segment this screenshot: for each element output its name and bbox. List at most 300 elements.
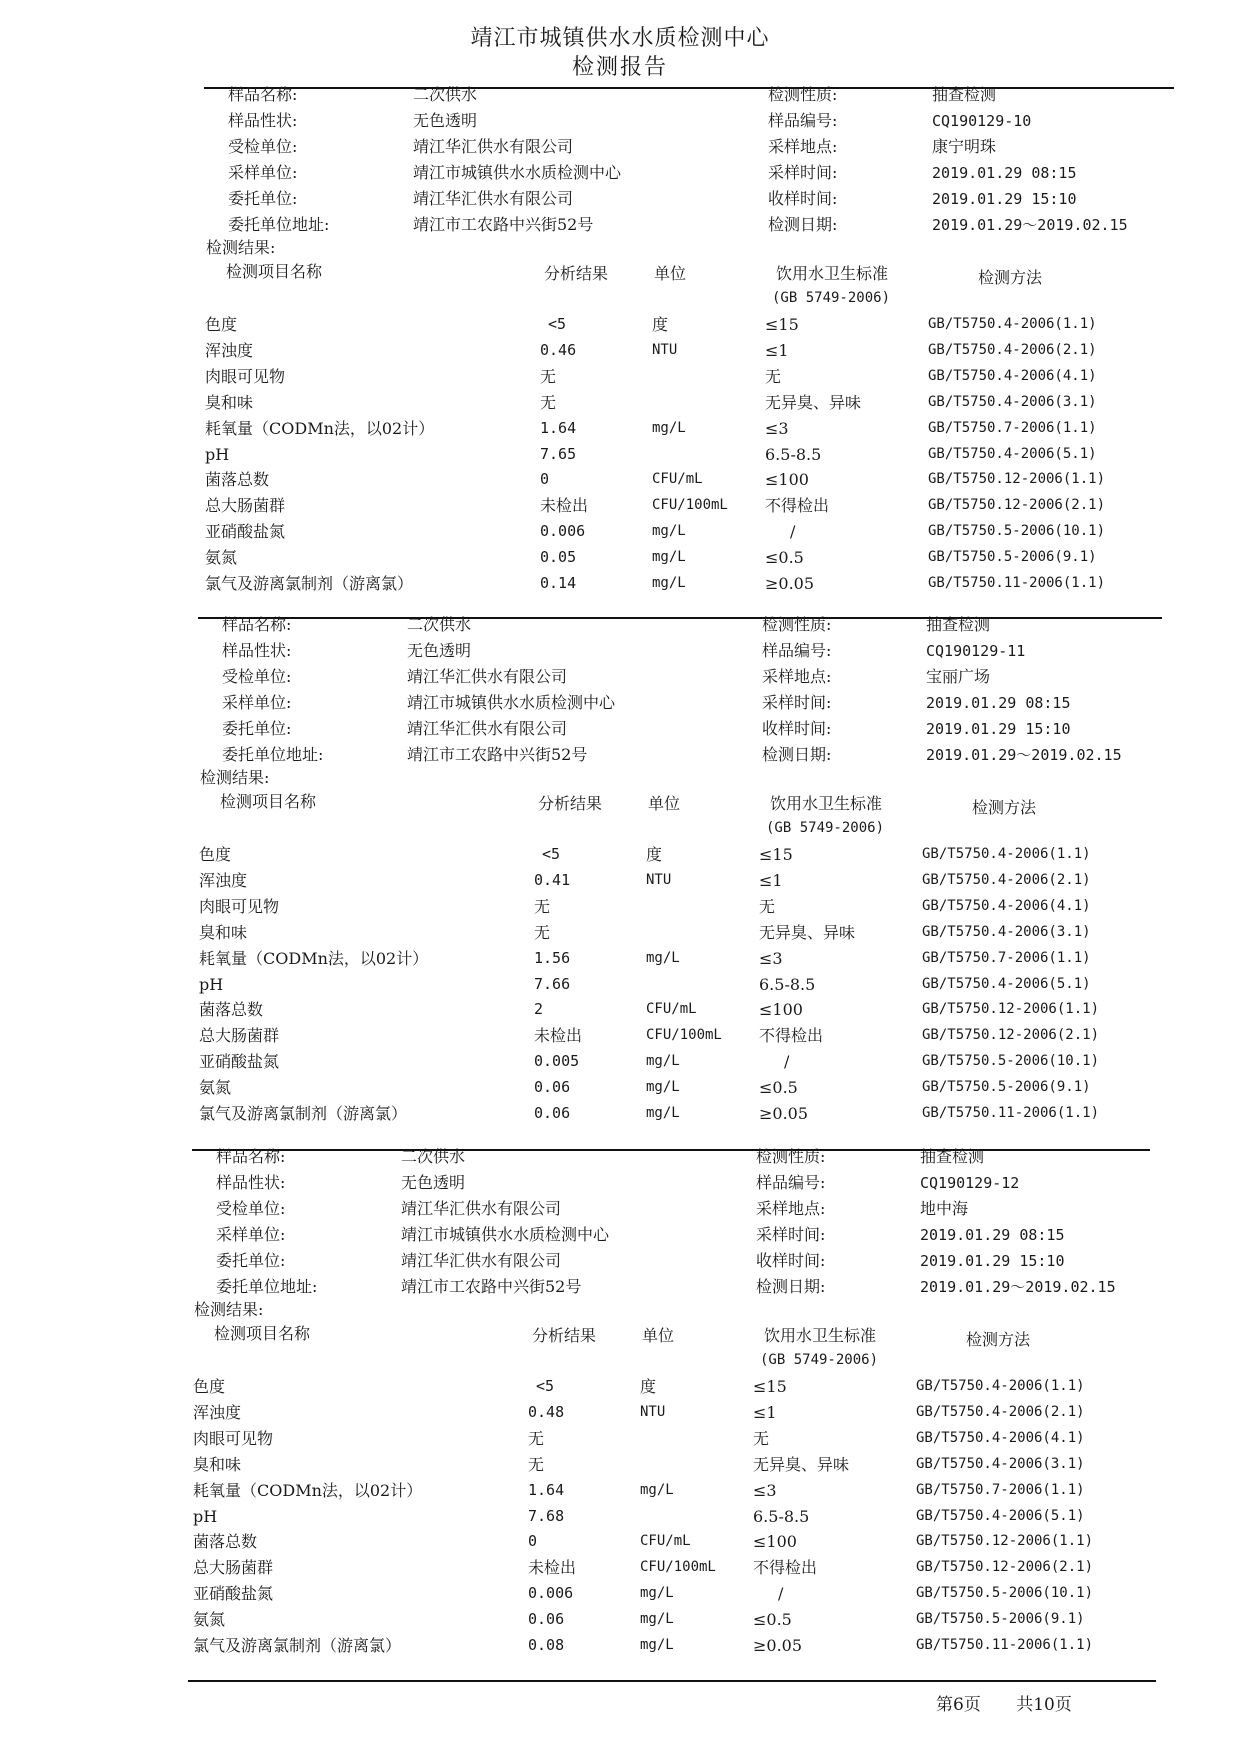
table-row bbox=[0, 494, 1240, 517]
table-row bbox=[0, 1102, 1234, 1125]
item-name: 亚硝酸盐氮 bbox=[199, 1052, 280, 1072]
sample-section bbox=[0, 84, 1240, 609]
result-value: 0.48 bbox=[528, 1402, 565, 1421]
field-label: 检测性质: bbox=[768, 85, 838, 104]
unit-value: CFU/100mL bbox=[652, 497, 728, 514]
field-value: 靖江华汇供水有限公司 bbox=[407, 719, 568, 738]
unit-value: mg/L bbox=[652, 419, 686, 436]
standard-value: 无 bbox=[753, 1428, 770, 1448]
column-header-standard: 饮用水卫生标准 bbox=[776, 264, 889, 283]
field-value: 靖江市城镇供水水质检测中心 bbox=[401, 1225, 610, 1244]
standard-value: 6.5-8.5 bbox=[765, 444, 822, 464]
table-row bbox=[0, 1401, 1228, 1424]
result-value: 2 bbox=[534, 1000, 544, 1019]
field-value: 2019.01.29 08:15 bbox=[920, 1226, 1065, 1244]
item-name: 总大肠菌群 bbox=[199, 1026, 280, 1046]
result-value: 0.08 bbox=[528, 1636, 565, 1654]
unit-value: mg/L bbox=[646, 949, 680, 966]
result-value: 无 bbox=[540, 366, 557, 386]
field-value: 2019.01.29 08:15 bbox=[932, 164, 1077, 182]
item-name: 浑浊度 bbox=[205, 340, 254, 360]
page-number: 第6页 bbox=[936, 1695, 981, 1715]
result-value: <5 bbox=[548, 315, 567, 333]
column-header-standard: 饮用水卫生标准 bbox=[770, 794, 883, 813]
result-value: 无 bbox=[540, 392, 557, 412]
field-value: 靖江市工农路中兴街52号 bbox=[407, 745, 588, 764]
report-subtitle: 检测报告 bbox=[571, 55, 668, 80]
field-label: 样品编号: bbox=[756, 1173, 826, 1192]
unit-value: mg/L bbox=[652, 575, 686, 591]
field-value: 靖江华汇供水有限公司 bbox=[413, 137, 574, 156]
column-header-method: 检测方法 bbox=[978, 268, 1043, 287]
unit-value: NTU bbox=[640, 1403, 666, 1420]
method-value: GB/T5750.5-2006(10.1) bbox=[922, 1053, 1100, 1070]
standard-value: ≤3 bbox=[753, 1480, 777, 1500]
method-value: GB/T5750.5-2006(10.1) bbox=[916, 1585, 1094, 1602]
item-name: 菌落总数 bbox=[199, 1000, 264, 1020]
standard-value: / bbox=[778, 1584, 784, 1604]
table-row bbox=[0, 1608, 1228, 1631]
unit-value: mg/L bbox=[646, 1053, 680, 1070]
item-name: 色度 bbox=[205, 315, 238, 334]
field-value: 地中海 bbox=[920, 1199, 969, 1218]
results-label: 检测结果: bbox=[206, 238, 276, 257]
field-label: 检测日期: bbox=[768, 215, 838, 234]
result-value: 0.41 bbox=[534, 870, 571, 889]
info-row bbox=[0, 1248, 1228, 1274]
field-label: 样品性状: bbox=[222, 641, 292, 660]
info-row bbox=[0, 1222, 1228, 1248]
field-value: 抽查检测 bbox=[926, 615, 991, 634]
unit-value: 度 bbox=[640, 1377, 657, 1396]
table-row bbox=[0, 443, 1240, 466]
table-row bbox=[0, 998, 1234, 1021]
field-label: 样品名称: bbox=[228, 85, 298, 104]
item-name: 菌落总数 bbox=[205, 470, 270, 490]
result-value: 1.64 bbox=[528, 1480, 565, 1499]
unit-value: mg/L bbox=[640, 1585, 674, 1602]
field-label: 收样时间: bbox=[768, 189, 838, 208]
field-label: 样品编号: bbox=[768, 111, 838, 130]
field-value: CQ190129-11 bbox=[926, 642, 1026, 660]
standard-value: ≤0.5 bbox=[759, 1078, 798, 1098]
info-row bbox=[0, 638, 1234, 664]
unit-value: mg/L bbox=[646, 1105, 680, 1121]
standard-value: ≥0.05 bbox=[753, 1636, 803, 1655]
method-value: GB/T5750.4-2006(4.1) bbox=[916, 1429, 1085, 1446]
field-value: 靖江市城镇供水水质检测中心 bbox=[413, 163, 622, 182]
standard-value: 6.5-8.5 bbox=[759, 974, 816, 994]
info-row bbox=[0, 82, 1240, 108]
field-label: 采样单位: bbox=[216, 1225, 286, 1244]
result-value: <5 bbox=[536, 1377, 555, 1395]
field-value: 无色透明 bbox=[401, 1173, 466, 1192]
info-row bbox=[0, 134, 1240, 160]
column-header-standard-ref: (GB 5749-2006) bbox=[772, 290, 891, 306]
standard-value: ≤15 bbox=[759, 845, 793, 864]
field-label: 采样时间: bbox=[762, 693, 832, 712]
item-name: 氯气及游离氯制剂（游离氯） bbox=[205, 574, 414, 593]
result-value: 1.64 bbox=[540, 418, 577, 437]
result-value: 7.66 bbox=[534, 974, 571, 993]
method-value: GB/T5750.4-2006(2.1) bbox=[916, 1403, 1085, 1420]
unit-value: mg/L bbox=[640, 1611, 674, 1628]
standard-value: ≤3 bbox=[759, 948, 783, 968]
results-header bbox=[0, 1298, 1228, 1368]
table-row bbox=[0, 921, 1234, 944]
report-header bbox=[0, 24, 1240, 82]
method-value: GB/T5750.4-2006(2.1) bbox=[922, 871, 1091, 888]
unit-value: CFU/100mL bbox=[640, 1559, 716, 1576]
result-value: 0.06 bbox=[534, 1078, 571, 1097]
method-value: GB/T5750.4-2006(1.1) bbox=[922, 846, 1091, 862]
item-name: 氯气及游离氯制剂（游离氯） bbox=[193, 1636, 402, 1655]
method-value: GB/T5750.5-2006(9.1) bbox=[928, 549, 1097, 566]
column-header-unit: 单位 bbox=[648, 794, 681, 813]
field-value: 靖江华汇供水有限公司 bbox=[413, 189, 574, 208]
item-name: 色度 bbox=[193, 1377, 226, 1396]
standard-value: ≥0.05 bbox=[759, 1104, 809, 1123]
method-value: GB/T5750.4-2006(1.1) bbox=[916, 1378, 1085, 1394]
column-header-standard-ref: (GB 5749-2006) bbox=[760, 1352, 879, 1368]
column-header-method: 检测方法 bbox=[972, 798, 1037, 817]
unit-value: CFU/100mL bbox=[646, 1027, 722, 1044]
item-name: 氨氮 bbox=[199, 1078, 232, 1098]
standard-value: 不得检出 bbox=[753, 1558, 818, 1578]
method-value: GB/T5750.5-2006(9.1) bbox=[922, 1079, 1091, 1096]
method-value: GB/T5750.4-2006(3.1) bbox=[916, 1455, 1085, 1472]
table-row bbox=[0, 1505, 1228, 1528]
table-row bbox=[0, 869, 1234, 892]
column-header-standard: 饮用水卫生标准 bbox=[764, 1326, 877, 1345]
field-value: 靖江市工农路中兴街52号 bbox=[401, 1277, 582, 1296]
method-value: GB/T5750.12-2006(1.1) bbox=[922, 1001, 1100, 1018]
table-row bbox=[0, 572, 1240, 595]
standard-value: 无 bbox=[759, 896, 776, 916]
standard-value: ≤100 bbox=[759, 1000, 803, 1020]
item-name: 耗氧量（CODMn法，以02计） bbox=[199, 948, 429, 968]
standard-value: ≤0.5 bbox=[765, 548, 804, 568]
field-value: 靖江市工农路中兴街52号 bbox=[413, 215, 594, 234]
field-label: 检测性质: bbox=[762, 615, 832, 634]
standard-value: ≤3 bbox=[765, 418, 789, 438]
field-value: 2019.01.29 15:10 bbox=[920, 1252, 1065, 1270]
table-row bbox=[0, 1479, 1228, 1502]
unit-value: CFU/mL bbox=[652, 471, 703, 488]
field-value: 二次供水 bbox=[413, 85, 478, 104]
table-row bbox=[0, 417, 1240, 440]
unit-value: mg/L bbox=[646, 1079, 680, 1096]
field-label: 样品性状: bbox=[228, 111, 298, 130]
table-row bbox=[0, 1556, 1228, 1579]
column-header-unit: 单位 bbox=[642, 1326, 675, 1345]
field-label: 委托单位: bbox=[228, 189, 298, 208]
info-row bbox=[0, 160, 1240, 186]
field-value: 2019.01.29 15:10 bbox=[932, 190, 1077, 208]
table-row bbox=[0, 546, 1240, 569]
standard-value: 不得检出 bbox=[765, 496, 830, 516]
item-name: pH bbox=[199, 974, 224, 994]
standard-value: ≤1 bbox=[759, 870, 783, 890]
column-header-item: 检测项目名称 bbox=[214, 1324, 311, 1343]
info-row bbox=[0, 1274, 1228, 1300]
standard-value: / bbox=[784, 1052, 790, 1072]
item-name: 菌落总数 bbox=[193, 1532, 258, 1552]
standard-value: ≤100 bbox=[753, 1532, 797, 1552]
result-value: 0.06 bbox=[534, 1104, 571, 1122]
item-name: 肉眼可见物 bbox=[205, 366, 286, 386]
standard-value: 不得检出 bbox=[759, 1026, 824, 1046]
table-row bbox=[0, 1375, 1228, 1398]
standard-value: ≤15 bbox=[765, 315, 799, 334]
field-value: 靖江华汇供水有限公司 bbox=[401, 1251, 562, 1270]
field-value: 无色透明 bbox=[407, 641, 472, 660]
info-row bbox=[0, 1144, 1228, 1170]
field-label: 采样单位: bbox=[228, 163, 298, 182]
item-name: 臭和味 bbox=[205, 392, 254, 412]
field-label: 检测性质: bbox=[756, 1147, 826, 1166]
table-row bbox=[0, 1050, 1234, 1073]
column-header-item: 检测项目名称 bbox=[220, 792, 317, 811]
standard-value: 无异臭、异味 bbox=[765, 392, 862, 412]
field-label: 受检单位: bbox=[222, 667, 292, 686]
result-value: 0.06 bbox=[528, 1610, 565, 1629]
field-value: CQ190129-10 bbox=[932, 112, 1032, 130]
footer-divider bbox=[188, 1680, 1156, 1682]
item-name: 耗氧量（CODMn法，以02计） bbox=[193, 1480, 423, 1500]
info-row bbox=[0, 690, 1234, 716]
standard-value: ≤0.5 bbox=[753, 1610, 792, 1630]
results-label: 检测结果: bbox=[194, 1300, 264, 1319]
field-value: 2019.01.29～2019.02.15 bbox=[920, 1278, 1116, 1296]
field-value: 2019.01.29 15:10 bbox=[926, 720, 1071, 738]
unit-value: NTU bbox=[652, 341, 678, 358]
method-value: GB/T5750.4-2006(5.1) bbox=[928, 445, 1097, 462]
field-label: 委托单位: bbox=[222, 719, 292, 738]
method-value: GB/T5750.5-2006(9.1) bbox=[916, 1611, 1085, 1628]
column-header-method: 检测方法 bbox=[966, 1330, 1031, 1349]
sample-section bbox=[0, 614, 1240, 1139]
field-value: 靖江华汇供水有限公司 bbox=[407, 667, 568, 686]
field-label: 样品性状: bbox=[216, 1173, 286, 1192]
field-value: 靖江华汇供水有限公司 bbox=[401, 1199, 562, 1218]
result-value: 无 bbox=[528, 1454, 545, 1474]
method-value: GB/T5750.12-2006(2.1) bbox=[928, 497, 1106, 514]
field-label: 采样地点: bbox=[768, 137, 838, 156]
unit-value: CFU/mL bbox=[640, 1533, 691, 1550]
field-label: 采样时间: bbox=[768, 163, 838, 182]
field-value: 靖江市城镇供水水质检测中心 bbox=[407, 693, 616, 712]
table-row bbox=[0, 520, 1240, 543]
table-row bbox=[0, 895, 1234, 918]
item-name: 亚硝酸盐氮 bbox=[193, 1584, 274, 1604]
method-value: GB/T5750.7-2006(1.1) bbox=[916, 1481, 1085, 1498]
field-label: 检测日期: bbox=[756, 1277, 826, 1296]
standard-value: ≤1 bbox=[765, 340, 789, 360]
info-row bbox=[0, 716, 1234, 742]
field-label: 受检单位: bbox=[216, 1199, 286, 1218]
table-row bbox=[0, 973, 1234, 996]
result-value: 无 bbox=[528, 1428, 545, 1448]
unit-value: 度 bbox=[652, 315, 669, 334]
result-value: <5 bbox=[542, 845, 561, 863]
method-value: GB/T5750.7-2006(1.1) bbox=[922, 949, 1091, 966]
table-row bbox=[0, 1024, 1234, 1047]
result-value: 无 bbox=[534, 922, 551, 942]
item-name: 色度 bbox=[199, 845, 232, 864]
field-value: 2019.01.29～2019.02.15 bbox=[926, 746, 1122, 764]
method-value: GB/T5750.12-2006(1.1) bbox=[916, 1533, 1094, 1550]
field-label: 收样时间: bbox=[762, 719, 832, 738]
table-row bbox=[0, 1076, 1234, 1099]
field-value: 抽查检测 bbox=[920, 1147, 985, 1166]
column-header-result: 分析结果 bbox=[538, 794, 603, 813]
method-value: GB/T5750.12-2006(2.1) bbox=[922, 1027, 1100, 1044]
table-row bbox=[0, 1453, 1228, 1476]
item-name: 浑浊度 bbox=[199, 870, 248, 890]
method-value: GB/T5750.11-2006(1.1) bbox=[922, 1105, 1100, 1121]
method-value: GB/T5750.12-2006(2.1) bbox=[916, 1559, 1094, 1576]
field-value: 二次供水 bbox=[407, 615, 472, 634]
table-row bbox=[0, 1530, 1228, 1553]
result-value: 0 bbox=[528, 1532, 538, 1551]
standard-value: 6.5-8.5 bbox=[753, 1506, 810, 1526]
item-name: 肉眼可见物 bbox=[193, 1428, 274, 1448]
table-row bbox=[0, 1582, 1228, 1605]
info-row bbox=[0, 212, 1240, 238]
column-header-result: 分析结果 bbox=[544, 264, 609, 283]
result-value: 0.005 bbox=[534, 1052, 580, 1071]
result-value: 7.68 bbox=[528, 1506, 565, 1525]
method-value: GB/T5750.4-2006(5.1) bbox=[916, 1507, 1085, 1524]
field-value: 2019.01.29 08:15 bbox=[926, 694, 1071, 712]
info-row bbox=[0, 1196, 1228, 1222]
method-value: GB/T5750.7-2006(1.1) bbox=[928, 419, 1097, 436]
item-name: 总大肠菌群 bbox=[193, 1558, 274, 1578]
page-total: 共10页 bbox=[1016, 1695, 1072, 1715]
result-value: 0 bbox=[540, 470, 550, 489]
table-row bbox=[0, 313, 1240, 336]
table-row bbox=[0, 365, 1240, 388]
item-name: 总大肠菌群 bbox=[205, 496, 286, 516]
unit-value: CFU/mL bbox=[646, 1001, 697, 1018]
table-row bbox=[0, 1634, 1228, 1657]
standard-value: 无异臭、异味 bbox=[753, 1454, 850, 1474]
field-label: 委托单位地址: bbox=[228, 215, 330, 234]
unit-value: NTU bbox=[646, 871, 672, 888]
result-value: 未检出 bbox=[528, 1558, 577, 1578]
standard-value: ≤100 bbox=[765, 470, 809, 490]
result-value: 0.05 bbox=[540, 548, 577, 567]
results-header bbox=[0, 236, 1240, 306]
sample-section bbox=[0, 1146, 1240, 1671]
table-row bbox=[0, 391, 1240, 414]
column-header-item: 检测项目名称 bbox=[226, 262, 323, 281]
method-value: GB/T5750.11-2006(1.1) bbox=[928, 575, 1106, 591]
page-footer bbox=[936, 1690, 1102, 1715]
column-header-standard-ref: (GB 5749-2006) bbox=[766, 820, 885, 836]
field-label: 采样单位: bbox=[222, 693, 292, 712]
table-row bbox=[0, 947, 1234, 970]
standard-value: 无异臭、异味 bbox=[759, 922, 856, 942]
field-label: 采样地点: bbox=[762, 667, 832, 686]
field-label: 委托单位: bbox=[216, 1251, 286, 1270]
item-name: 氯气及游离氯制剂（游离氯） bbox=[199, 1104, 408, 1123]
info-row bbox=[0, 742, 1234, 768]
result-value: 未检出 bbox=[540, 496, 589, 516]
standard-value: / bbox=[790, 522, 796, 542]
field-value: 康宁明珠 bbox=[932, 137, 997, 156]
item-name: 亚硝酸盐氮 bbox=[205, 522, 286, 542]
method-value: GB/T5750.4-2006(5.1) bbox=[922, 975, 1091, 992]
result-value: 无 bbox=[534, 896, 551, 916]
table-row bbox=[0, 1427, 1228, 1450]
table-row bbox=[0, 339, 1240, 362]
item-name: 氨氮 bbox=[193, 1610, 226, 1630]
item-name: 耗氧量（CODMn法，以02计） bbox=[205, 418, 435, 438]
info-row bbox=[0, 186, 1240, 212]
field-label: 样品编号: bbox=[762, 641, 832, 660]
method-value: GB/T5750.4-2006(2.1) bbox=[928, 341, 1097, 358]
results-label: 检测结果: bbox=[200, 768, 270, 787]
result-value: 0.006 bbox=[528, 1584, 574, 1603]
info-row bbox=[0, 108, 1240, 134]
unit-value: mg/L bbox=[652, 523, 686, 540]
info-row bbox=[0, 612, 1234, 638]
field-value: 抽查检测 bbox=[932, 85, 997, 104]
field-value: CQ190129-12 bbox=[920, 1174, 1020, 1192]
table-row bbox=[0, 843, 1234, 866]
item-name: 臭和味 bbox=[199, 922, 248, 942]
item-name: 浑浊度 bbox=[193, 1402, 242, 1422]
result-value: 0.46 bbox=[540, 340, 577, 359]
method-value: GB/T5750.4-2006(1.1) bbox=[928, 316, 1097, 332]
column-header-result: 分析结果 bbox=[532, 1326, 597, 1345]
field-label: 委托单位地址: bbox=[222, 745, 324, 764]
method-value: GB/T5750.5-2006(10.1) bbox=[928, 523, 1106, 540]
method-value: GB/T5750.4-2006(3.1) bbox=[928, 393, 1097, 410]
field-label: 委托单位地址: bbox=[216, 1277, 318, 1296]
standard-value: ≤1 bbox=[753, 1402, 777, 1422]
field-value: 宝丽广场 bbox=[926, 667, 991, 686]
method-value: GB/T5750.11-2006(1.1) bbox=[916, 1637, 1094, 1653]
item-name: 肉眼可见物 bbox=[199, 896, 280, 916]
result-value: 7.65 bbox=[540, 444, 577, 463]
field-value: 二次供水 bbox=[401, 1147, 466, 1166]
column-header-unit: 单位 bbox=[654, 264, 687, 283]
results-header bbox=[0, 766, 1234, 836]
field-label: 检测日期: bbox=[762, 745, 832, 764]
unit-value: 度 bbox=[646, 845, 663, 864]
field-label: 采样时间: bbox=[756, 1225, 826, 1244]
item-name: pH bbox=[193, 1506, 218, 1526]
method-value: GB/T5750.4-2006(4.1) bbox=[922, 897, 1091, 914]
report-title: 靖江市城镇供水水质检测中心 bbox=[470, 26, 770, 51]
standard-value: ≤15 bbox=[753, 1377, 787, 1396]
unit-value: mg/L bbox=[640, 1637, 674, 1653]
result-value: 0.006 bbox=[540, 522, 586, 541]
item-name: 臭和味 bbox=[193, 1454, 242, 1474]
field-label: 采样地点: bbox=[756, 1199, 826, 1218]
standard-value: ≥0.05 bbox=[765, 574, 815, 593]
standard-value: 无 bbox=[765, 366, 782, 386]
info-row bbox=[0, 1170, 1228, 1196]
unit-value: mg/L bbox=[640, 1481, 674, 1498]
method-value: GB/T5750.12-2006(1.1) bbox=[928, 471, 1106, 488]
field-value: 无色透明 bbox=[413, 111, 478, 130]
method-value: GB/T5750.4-2006(3.1) bbox=[922, 923, 1091, 940]
table-row bbox=[0, 468, 1240, 491]
